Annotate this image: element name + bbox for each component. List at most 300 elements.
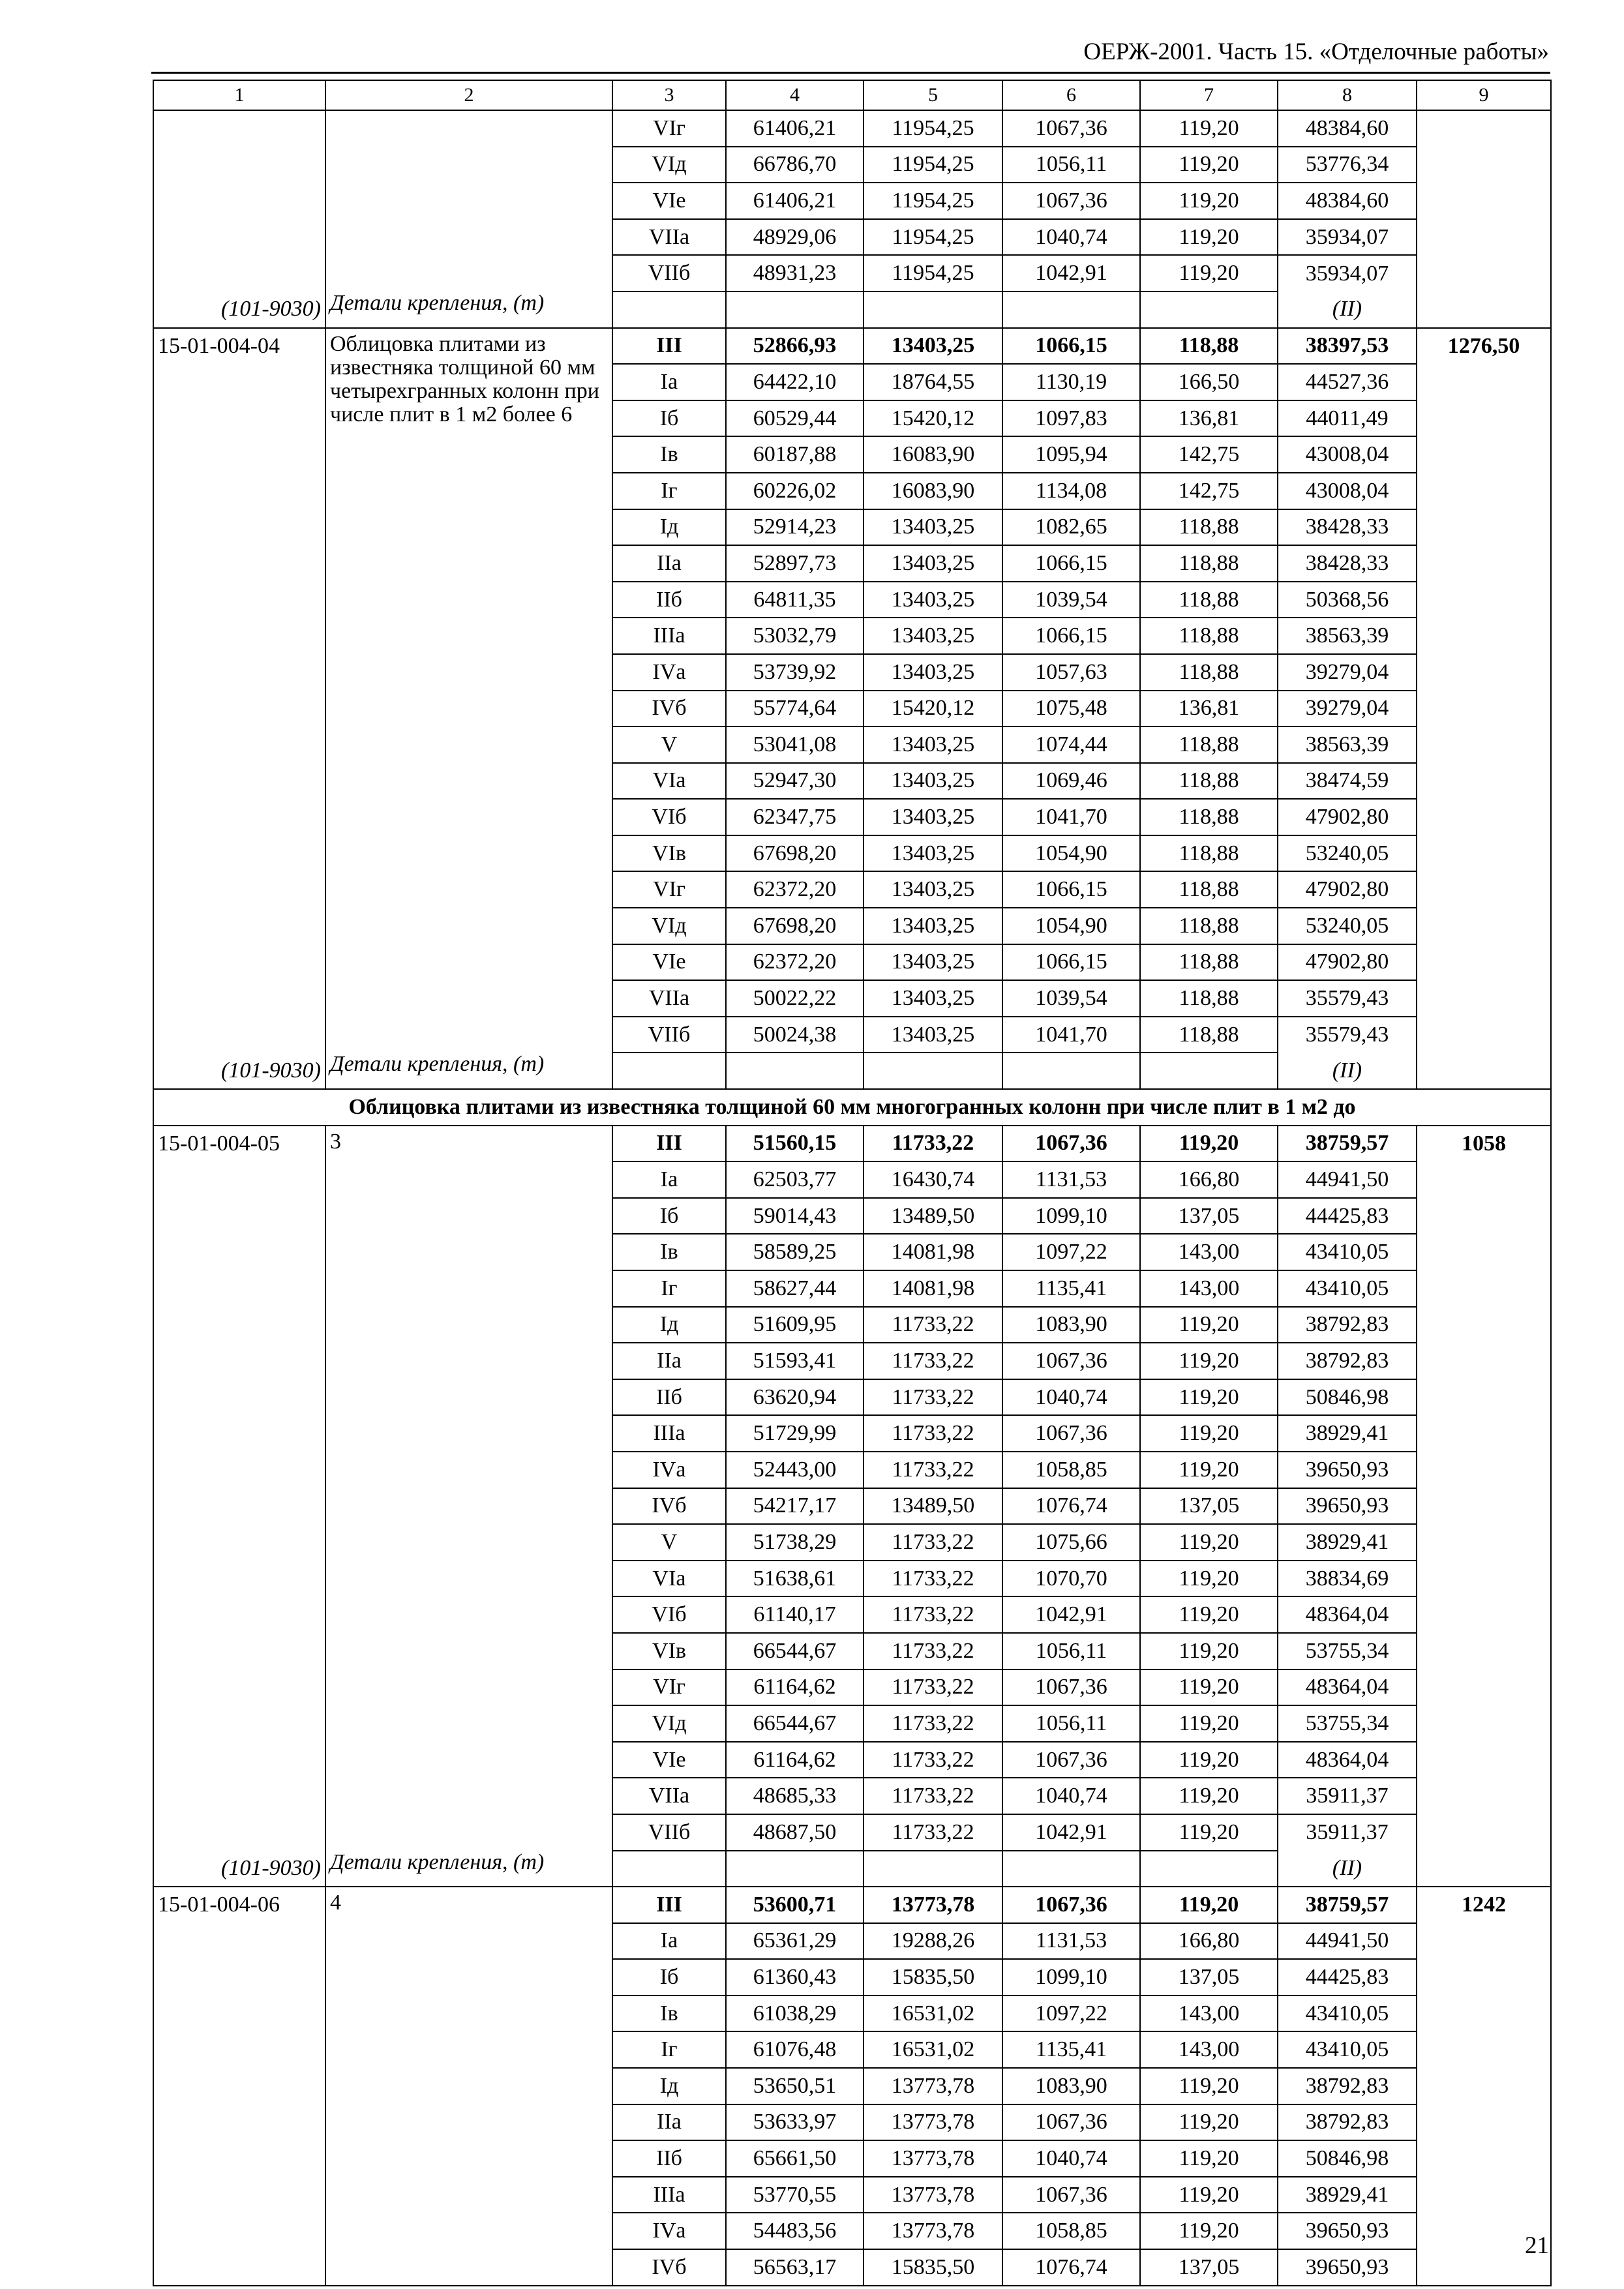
rate-description [325,1923,612,1960]
rate-description [325,473,612,509]
table-row [153,2140,1551,2177]
value-cell: 38929,41 [1278,1415,1417,1452]
value-cell: 61164,62 [726,1742,864,1778]
value-cell: 44941,50 [1278,1161,1417,1198]
rate-description [325,2104,612,2141]
value-cell: 1067,36 [1002,1343,1140,1379]
value-cell: 1039,54 [1002,980,1140,1017]
value-cell: 13403,25 [864,763,1002,800]
empty-cell [612,292,726,328]
zone-code: Iб [612,1959,726,1996]
value-cell: 143,00 [1140,2031,1278,2068]
rate-description [325,1234,612,1270]
price-cell [1417,1923,1551,1960]
rate-code [153,1234,325,1270]
rate-description [325,1959,612,1996]
rate-code: 15-01-004-06 [153,1887,325,1923]
empty-cell [1002,1851,1140,1887]
rate-code [153,1814,325,1851]
value-cell: 43410,05 [1278,1996,1417,2032]
table-row [153,1996,1551,2032]
value-cell: 59014,43 [726,1198,864,1234]
value-cell: 62503,77 [726,1161,864,1198]
value-cell: 35934,07 [1278,219,1417,256]
value-cell: 119,20 [1140,1778,1278,1814]
empty-cell [612,1851,726,1887]
rate-code [153,618,325,654]
rate-code [153,364,325,400]
price-cell [1417,1742,1551,1778]
zone-code: Iб [612,1198,726,1234]
value-cell: 13489,50 [864,1488,1002,1525]
table-row [153,2104,1551,2141]
value-cell: 38428,33 [1278,509,1417,546]
price-cell [1417,1996,1551,2032]
fixing-parts-row [153,1053,1551,1089]
value-cell: 1075,66 [1002,1524,1140,1561]
value-cell: 118,88 [1140,871,1278,908]
zone-code: IVб [612,1488,726,1525]
value-cell: 119,20 [1140,2177,1278,2213]
value-cell: 13773,78 [864,2104,1002,2141]
value-cell: 13773,78 [864,2177,1002,2213]
table-row [153,1887,1551,1923]
rate-code [153,799,325,835]
value-cell: 119,20 [1140,1887,1278,1923]
rate-code [153,1488,325,1525]
value-cell: 15835,50 [864,1959,1002,1996]
value-cell: 118,88 [1140,726,1278,763]
value-cell: 66786,70 [726,147,864,183]
table-row [153,799,1551,835]
value-cell: 58627,44 [726,1270,864,1307]
table-row [153,1524,1551,1561]
value-cell: 53240,05 [1278,908,1417,944]
rate-description [325,1705,612,1742]
rate-code [153,871,325,908]
table-row [153,436,1551,473]
zone-code: III [612,1126,726,1162]
price-cell [1417,1669,1551,1706]
value-cell: 1039,54 [1002,582,1140,618]
table-row [153,1452,1551,1488]
rate-code [153,1017,325,1053]
table-row [153,1379,1551,1416]
value-cell: 53650,51 [726,2068,864,2104]
rate-description [325,2140,612,2177]
rate-code [153,1959,325,1996]
value-cell: 1082,65 [1002,509,1140,546]
rate-description [325,1742,612,1778]
rate-code [153,944,325,981]
value-cell: 53600,71 [726,1887,864,1923]
value-cell: 13403,25 [864,328,1002,365]
rate-description [325,1561,612,1597]
value-cell: 119,20 [1140,183,1278,219]
zone-code: VIд [612,1705,726,1742]
value-cell: 143,00 [1140,1996,1278,2032]
table-row [153,2068,1551,2104]
price-cell [1417,364,1551,400]
value-cell: 60187,88 [726,436,864,473]
value-cell: 51560,15 [726,1126,864,1162]
table-row [153,183,1551,219]
value-cell: 38474,59 [1278,763,1417,800]
rate-description [325,328,612,426]
value-cell: 50846,98 [1278,2140,1417,2177]
table-row [153,473,1551,509]
rate-description [325,1161,612,1198]
table-row [153,1488,1551,1525]
value-cell: 13403,25 [864,1017,1002,1053]
value-cell: 118,88 [1140,545,1278,582]
value-cell: 44941,50 [1278,1923,1417,1960]
value-cell: 11954,25 [864,147,1002,183]
section-title-row [153,1089,1551,1126]
value-cell: 38792,83 [1278,1343,1417,1379]
value-cell: 51729,99 [726,1415,864,1452]
value-cell: 119,20 [1140,1669,1278,1706]
rate-code [153,1452,325,1488]
value-cell: 67698,20 [726,908,864,944]
rate-code [153,582,325,618]
zone-code: Iб [612,400,726,437]
rate-code [153,1778,325,1814]
value-cell: 53755,34 [1278,1705,1417,1742]
value-cell: 48384,60 [1278,183,1417,219]
value-cell: 53240,05 [1278,835,1417,872]
table-row [153,1343,1551,1379]
value-cell: 1042,91 [1002,1596,1140,1633]
price-cell [1417,1198,1551,1234]
rate-description [325,2068,612,2104]
price-cell [1417,2068,1551,2104]
value-cell: 119,20 [1140,147,1278,183]
zone-code: VIв [612,835,726,872]
zone-code: Iд [612,2068,726,2104]
price-cell [1417,691,1551,727]
price-cell [1417,219,1551,256]
resource-code: (101-9030) [153,1851,325,1887]
table-row [153,1705,1551,1742]
rate-description [325,1669,612,1706]
value-cell: 11733,22 [864,1307,1002,1343]
value-cell: 61076,48 [726,2031,864,2068]
value-cell: 118,88 [1140,908,1278,944]
zone-code: Iв [612,1234,726,1270]
value-cell: 16531,02 [864,1996,1002,2032]
value-cell: 1076,74 [1002,1488,1140,1525]
value-cell: 38563,39 [1278,618,1417,654]
price-cell [1417,509,1551,546]
zone-code: III [612,328,726,365]
rate-description [325,110,612,147]
value-cell: 11733,22 [864,1452,1002,1488]
zone-code: VIе [612,183,726,219]
rates-table-body [153,80,1551,2286]
value-cell: 13773,78 [864,2140,1002,2177]
table-row [153,618,1551,654]
rate-description [325,183,612,219]
empty-cell [1002,292,1140,328]
value-cell: 166,80 [1140,1923,1278,1960]
table-row [153,2031,1551,2068]
price-cell [1417,183,1551,219]
rate-code [153,980,325,1017]
value-cell: 51638,61 [726,1561,864,1597]
section-title: Облицовка плитами из известняка толщиной 60 мм многогранных колонн при числе плит в 1 м2 до [153,1089,1551,1126]
column-number: 4 [726,80,864,110]
price-cell [1417,1415,1551,1452]
value-cell: 1040,74 [1002,219,1140,256]
table-row [153,545,1551,582]
value-cell: 1099,10 [1002,1198,1140,1234]
rate-code [153,2140,325,2177]
value-cell: 1042,91 [1002,255,1140,292]
zone-code: IVб [612,691,726,727]
zone-code: V [612,1524,726,1561]
table-row [153,2177,1551,2213]
value-cell: 1134,08 [1002,473,1140,509]
value-cell: 65361,29 [726,1923,864,1960]
value-cell: 143,00 [1140,1234,1278,1270]
price-cell [1417,835,1551,872]
zone-code: Iа [612,1161,726,1198]
value-cell: 1097,22 [1002,1234,1140,1270]
rate-code [153,147,325,183]
zone-code: Iг [612,2031,726,2068]
price-cell [1417,763,1551,800]
value-cell: 119,20 [1140,110,1278,147]
column-number-row [153,80,1551,110]
price-cell [1417,436,1551,473]
value-cell: 50024,38 [726,1017,864,1053]
rate-description [325,1633,612,1669]
zone-code: VIIа [612,219,726,256]
value-cell: 118,88 [1140,799,1278,835]
value-cell: 1040,74 [1002,1778,1140,1814]
value-cell: 60226,02 [726,473,864,509]
value-cell: 61164,62 [726,1669,864,1706]
price-cell [1417,1343,1551,1379]
rate-code [153,1379,325,1416]
zone-code: Iд [612,509,726,546]
price-cell [1417,473,1551,509]
value-cell: 35911,37 [1278,1814,1417,1851]
rate-description [325,436,612,473]
resource-class: (II) [1278,1851,1417,1887]
value-cell: 44527,36 [1278,364,1417,400]
value-cell: 66544,67 [726,1705,864,1742]
value-cell: 118,88 [1140,654,1278,691]
value-cell: 13403,25 [864,726,1002,763]
zone-code: V [612,726,726,763]
table-row [153,1778,1551,1814]
value-cell: 137,05 [1140,1959,1278,1996]
value-cell: 43410,05 [1278,2031,1417,2068]
rate-description-text: 3 [330,1129,341,1154]
value-cell: 19288,26 [864,1923,1002,1960]
value-cell: 18764,55 [864,364,1002,400]
value-cell: 11733,22 [864,1705,1002,1742]
rate-code [153,2104,325,2141]
value-cell: 118,88 [1140,980,1278,1017]
value-cell: 119,20 [1140,1379,1278,1416]
value-cell: 1042,91 [1002,1814,1140,1851]
value-cell: 1074,44 [1002,726,1140,763]
rate-code [153,1705,325,1742]
value-cell: 50022,22 [726,980,864,1017]
rate-description [325,147,612,183]
zone-code: VIб [612,1596,726,1633]
value-cell: 43410,05 [1278,1270,1417,1307]
value-cell: 1040,74 [1002,2140,1140,2177]
rate-code [153,2213,325,2249]
rate-description-text: 4 [330,1891,341,1915]
value-cell: 13403,25 [864,545,1002,582]
value-cell: 13489,50 [864,1198,1002,1234]
value-cell: 1067,36 [1002,1742,1140,1778]
value-cell: 1097,22 [1002,1996,1140,2032]
zone-code: VIг [612,871,726,908]
fixing-parts-row [153,1851,1551,1887]
value-cell: 1054,90 [1002,908,1140,944]
column-number: 8 [1278,80,1417,110]
value-cell: 119,20 [1140,1705,1278,1742]
rate-description [325,255,612,292]
price-cell [1417,618,1551,654]
resource-class: (II) [1278,1053,1417,1089]
value-cell: 62372,20 [726,871,864,908]
value-cell: 1058,85 [1002,2213,1140,2249]
value-cell: 51609,95 [726,1307,864,1343]
rate-code [153,763,325,800]
rate-description [325,1198,612,1234]
value-cell: 119,20 [1140,2104,1278,2141]
value-cell: 64422,10 [726,364,864,400]
value-cell: 52866,93 [726,328,864,365]
rate-code [153,1633,325,1669]
price-cell [1417,1017,1551,1053]
rate-code [153,545,325,582]
zone-code: VIIа [612,1778,726,1814]
table-row [153,582,1551,618]
value-cell: 51593,41 [726,1343,864,1379]
price-cell: 1242 [1417,1887,1551,1923]
value-cell: 119,20 [1140,255,1278,292]
value-cell: 52897,73 [726,545,864,582]
table-row [153,980,1551,1017]
zone-code: VIе [612,944,726,981]
value-cell: 11733,22 [864,1561,1002,1597]
value-cell: 13773,78 [864,2213,1002,2249]
value-cell: 55774,64 [726,691,864,727]
rate-code [153,2177,325,2213]
price-cell [1417,944,1551,981]
value-cell: 47902,80 [1278,799,1417,835]
table-row [153,328,1551,365]
value-cell: 39650,93 [1278,2213,1417,2249]
value-cell: 53633,97 [726,2104,864,2141]
rate-description [325,691,612,727]
value-cell: 1056,11 [1002,1705,1140,1742]
price-cell [1417,255,1551,292]
page-number: 21 [1525,2232,1549,2259]
value-cell: 142,75 [1140,436,1278,473]
table-row [153,2213,1551,2249]
column-number: 3 [612,80,726,110]
rate-description [325,763,612,800]
value-cell: 61406,21 [726,183,864,219]
zone-code: VIг [612,110,726,147]
value-cell: 11954,25 [864,255,1002,292]
value-cell: 13403,25 [864,980,1002,1017]
price-cell: 1276,50 [1417,328,1551,365]
rate-code [153,835,325,872]
rate-description [325,1488,612,1525]
value-cell: 1075,48 [1002,691,1140,727]
price-cell [1417,1705,1551,1742]
zone-code: VIд [612,147,726,183]
value-cell: 50368,56 [1278,582,1417,618]
value-cell: 118,88 [1140,509,1278,546]
zone-code: IVа [612,2213,726,2249]
zone-code: IVа [612,654,726,691]
column-number: 9 [1417,80,1551,110]
rate-description [325,618,612,654]
price-cell [1417,2104,1551,2141]
rate-code [153,1669,325,1706]
table-row [153,908,1551,944]
value-cell: 1083,90 [1002,2068,1140,2104]
empty-cell [864,1053,1002,1089]
value-cell: 1041,70 [1002,1017,1140,1053]
price-cell [1417,980,1551,1017]
rate-code [153,1996,325,2032]
value-cell: 62372,20 [726,944,864,981]
value-cell: 47902,80 [1278,944,1417,981]
empty-cell [726,1053,864,1089]
value-cell: 1070,70 [1002,1561,1140,1597]
zone-code: Iг [612,1270,726,1307]
zone-code: IIа [612,2104,726,2141]
column-number: 6 [1002,80,1140,110]
price-cell [1417,1633,1551,1669]
value-cell: 38792,83 [1278,2068,1417,2104]
table-row [153,944,1551,981]
value-cell: 119,20 [1140,1126,1278,1162]
value-cell: 119,20 [1140,1415,1278,1452]
value-cell: 58589,25 [726,1234,864,1270]
rate-code: 15-01-004-05 [153,1126,325,1162]
value-cell: 11733,22 [864,1379,1002,1416]
value-cell: 38759,57 [1278,1887,1417,1923]
empty-cell [864,292,1002,328]
table-row [153,1234,1551,1270]
rate-description [325,980,612,1017]
rate-code [153,654,325,691]
price-cell [1417,1814,1551,1851]
value-cell: 1083,90 [1002,1307,1140,1343]
value-cell: 15835,50 [864,2249,1002,2286]
value-cell: 53032,79 [726,618,864,654]
price-cell [1417,1596,1551,1633]
rate-description [325,1126,612,1162]
zone-code: VIIб [612,1814,726,1851]
value-cell: 35579,43 [1278,980,1417,1017]
rate-code [153,255,325,292]
zone-code: IIб [612,1379,726,1416]
